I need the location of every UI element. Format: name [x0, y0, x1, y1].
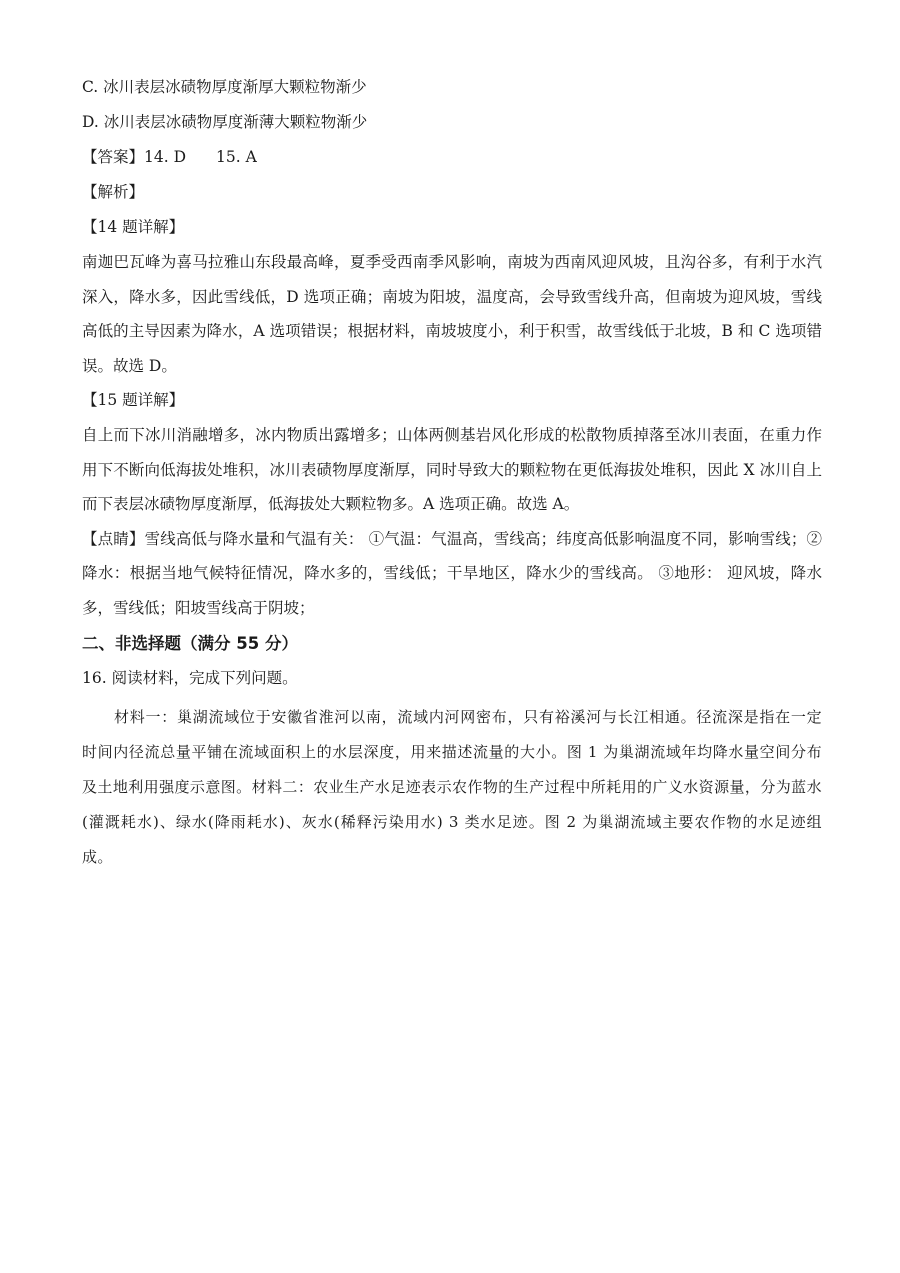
document-page [82, 70, 822, 875]
answer-line [82, 140, 822, 175]
analysis-label: 【解析】 [82, 183, 145, 201]
answer-label: 【答案】14. D [82, 148, 187, 166]
q16-material: 材料一：巢湖流域位于安徽省淮河以南，流域内河网密布，只有裕溪河与长江相通。径流深是指在一定时间内径流总量平铺在流域面积上的水层深度，用来描述流量的大小。图 1 为巢湖流域年均降水量空间分布及土地利用强度示意图。材料二：农业生产水足迹表示农作物的生产过程中所耗用的广义水资源量，分为蓝水(灌溉耗水)、绿水(降雨耗水)、灰水(稀释污染用水) 3 类水足迹。图 2 为巢湖流域主要农作物的水足迹组成。 [82, 708, 822, 866]
q15-body: 自上而下冰川消融增多，冰内物质出露增多；山体两侧基岩风化形成的松散物质掉落至冰川表面，在重力作用下不断向低海拔处堆积，冰川表碛物厚度渐厚，同时导致大的颗粒物在更低海拔处堆积，因此 X 冰川自上而下表层冰碛物厚度渐厚，低海拔处大颗粒物多。A 选项正确。故选 A。 [82, 426, 822, 513]
answer-second: 15. A [216, 148, 257, 166]
q16-prompt: 16. 阅读材料，完成下列问题。 [82, 669, 298, 687]
q14-body: 南迦巴瓦峰为喜马拉雅山东段最高峰，夏季受西南季风影响，南坡为西南风迎风坡，且沟谷多，有利于水汽深入，降水多，因此雪线低，D 选项正确；南坡为阳坡，温度高，会导致雪线升高，但南坡为迎风坡，雪线高低的主导因素为降水，A 选项错误；根据材料，南坡坡度小，利于积雪，故雪线低于北坡，B 和 C 选项错误。故选 D。 [82, 253, 822, 375]
q15-heading: 【15 题详解】 [82, 391, 185, 409]
section-title: 二、非选择题（满分 55 分） [82, 634, 298, 653]
option-c: C. 冰川表层冰碛物厚度渐厚大颗粒物渐少 [82, 78, 367, 96]
option-d: D. 冰川表层冰碛物厚度渐薄大颗粒物渐少 [82, 113, 368, 131]
note-body: 【点睛】雪线高低与降水量和气温有关： ①气温：气温高，雪线高；纬度高低影响温度不同，影响雪线；②降水：根据当地气候特征情况，降水多的，雪线低；干旱地区，降水少的雪线高。 ③地形： 迎风坡，降水多，雪线低；阳坡雪线高于阴坡； [82, 529, 822, 617]
q14-heading: 【14 题详解】 [82, 218, 185, 236]
